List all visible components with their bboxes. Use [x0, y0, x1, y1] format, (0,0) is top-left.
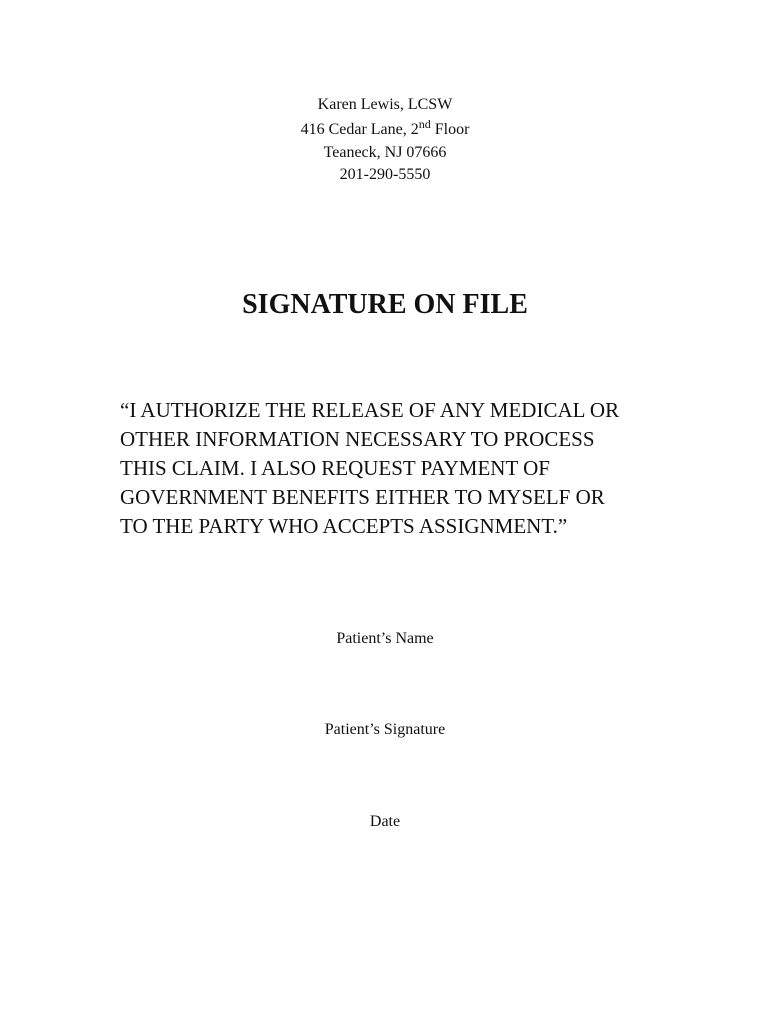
practice-city: Teaneck, NJ 07666: [323, 144, 447, 161]
practice-phone: 201-290-5550: [339, 166, 431, 183]
address-street: 416 Cedar Lane, 2: [300, 121, 419, 138]
date-label: Date: [369, 813, 401, 830]
floor-ordinal-suffix: nd: [418, 117, 431, 131]
authorization-statement: “I AUTHORIZE THE RELEASE OF ANY MEDICAL OR OTHER INFORMATION NECESSARY TO PROCESS THIS CLAIM. I ALSO REQUEST PAYMENT OF GOVERNMENT BENEFITS EITHER TO MYSELF OR TO THE PARTY WHO ACCEPTS ASSIGNMENT.”: [120, 398, 620, 538]
patient-name-label: Patient’s Name: [336, 630, 434, 647]
practitioner-name: Karen Lewis, LCSW: [317, 96, 453, 113]
practice-address: [0, 118, 770, 142]
patient-signature-label: Patient’s Signature: [324, 721, 446, 738]
document-title: SIGNATURE ON FILE: [242, 289, 528, 320]
address-floor: Floor: [430, 121, 470, 138]
practice-header: [0, 94, 770, 186]
